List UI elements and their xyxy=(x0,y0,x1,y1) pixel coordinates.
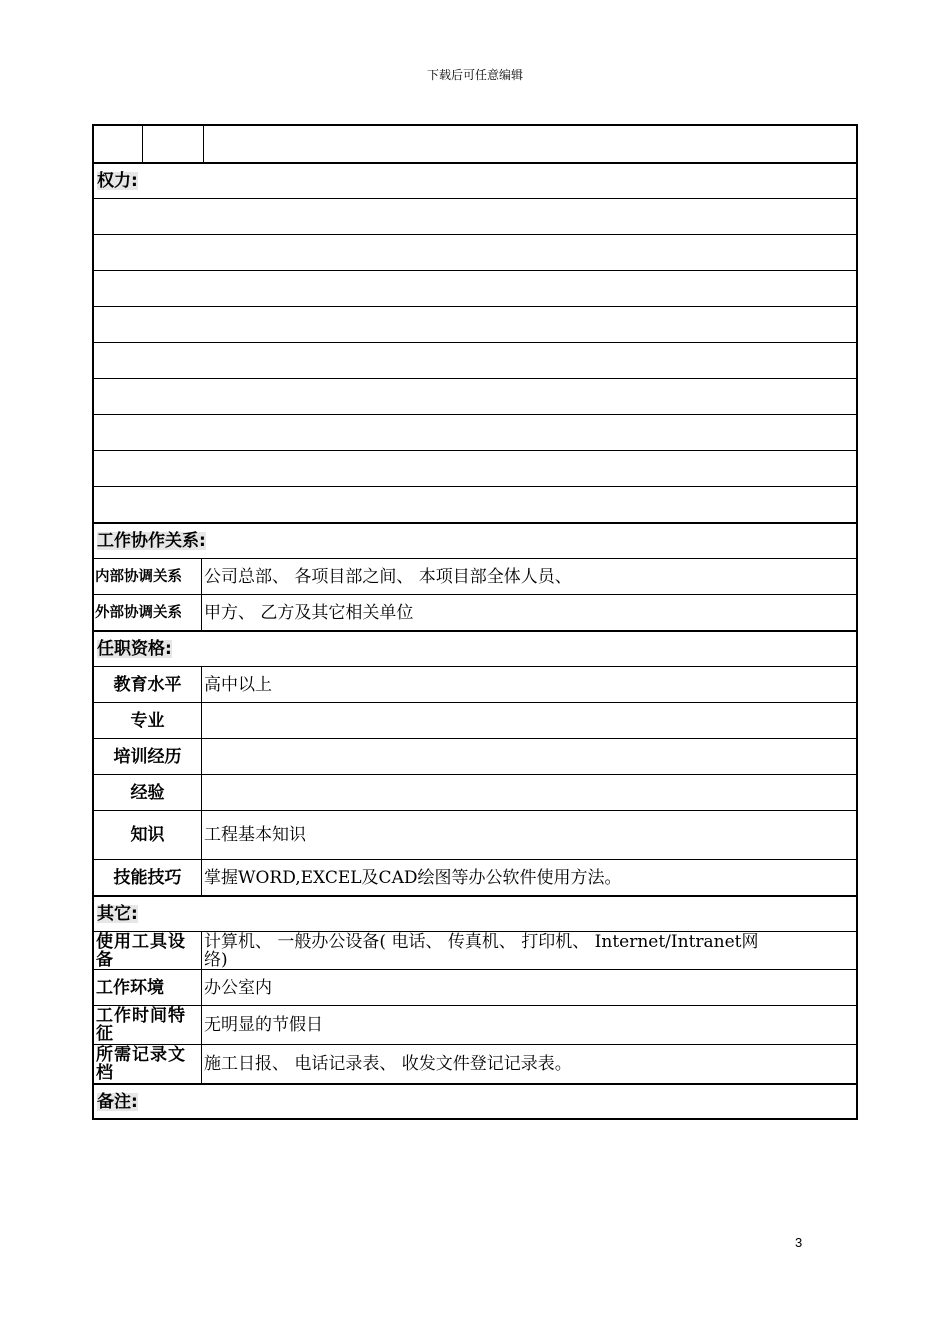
authority-title: 权力: xyxy=(97,171,138,191)
job-description-form xyxy=(92,124,858,1120)
authority-blank-row xyxy=(94,342,856,378)
records-label-line1: 所需记录文 xyxy=(96,1045,186,1065)
experience-value xyxy=(202,775,856,810)
tools-row xyxy=(94,931,856,969)
authority-header-row xyxy=(94,162,856,198)
stub-cell-1 xyxy=(94,126,143,162)
stub-cell-3 xyxy=(204,126,856,162)
education-label: 教育水平 xyxy=(94,667,202,702)
internal-coordination-label: 内部协调关系 xyxy=(94,559,202,594)
records-value: 施工日报、 电话记录表、 收发文件登记记录表。 xyxy=(204,1054,572,1074)
qualifications-title: 任职资格: xyxy=(97,639,172,659)
education-value: 高中以上 xyxy=(204,674,272,695)
authority-blank-row xyxy=(94,270,856,306)
remarks-row xyxy=(94,1083,856,1118)
authority-blank-row xyxy=(94,234,856,270)
qualifications-header-row xyxy=(94,630,856,666)
page-number: 3 xyxy=(795,1235,803,1250)
training-row xyxy=(94,738,856,774)
major-row xyxy=(94,702,856,738)
knowledge-value: 工程基本知识 xyxy=(204,825,306,845)
tools-value-line2: 络) xyxy=(204,949,228,970)
major-value xyxy=(202,703,856,738)
remarks-title: 备注: xyxy=(97,1091,138,1112)
header-note: 下载后可任意编辑 xyxy=(426,68,523,82)
work-time-value: 无明显的节假日 xyxy=(204,1015,323,1035)
top-stub-row xyxy=(94,126,856,162)
skills-row xyxy=(94,859,856,895)
major-label: 专业 xyxy=(94,703,202,738)
knowledge-row xyxy=(94,810,856,859)
tools-value xyxy=(202,932,856,969)
authority-blank-row xyxy=(94,450,856,486)
skills-label: 技能技巧 xyxy=(94,860,202,895)
experience-label: 经验 xyxy=(94,775,202,810)
collaboration-header-row xyxy=(94,522,856,558)
knowledge-label: 知识 xyxy=(94,811,202,859)
external-coordination-row xyxy=(94,594,856,630)
environment-row xyxy=(94,969,856,1005)
records-label-line2: 档 xyxy=(96,1063,114,1083)
work-time-label xyxy=(94,1006,202,1044)
authority-blank-row xyxy=(94,198,856,234)
authority-blank-row xyxy=(94,414,856,450)
training-label: 培训经历 xyxy=(94,739,202,774)
work-time-row xyxy=(94,1005,856,1044)
records-label xyxy=(94,1045,202,1083)
stub-cell-2 xyxy=(143,126,204,162)
external-coordination-value: 甲方、 乙方及其它相关单位 xyxy=(204,602,414,623)
environment-value: 办公室内 xyxy=(204,977,272,998)
experience-row xyxy=(94,774,856,810)
tools-label-line2: 备 xyxy=(96,949,114,970)
tools-label-line1: 使用工具设 xyxy=(96,931,186,952)
skills-value: 掌握WORD,EXCEL及CAD绘图等办公软件使用方法。 xyxy=(204,867,622,888)
other-header-row xyxy=(94,895,856,931)
training-value xyxy=(202,739,856,774)
authority-blank-row xyxy=(94,306,856,342)
tools-value-line1: 计算机、 一般办公设备( 电话、 传真机、 打印机、 Internet/Intranet网 xyxy=(204,931,759,952)
records-row xyxy=(94,1044,856,1083)
internal-coordination-value: 公司总部、 各项目部之间、 本项目部全体人员、 xyxy=(204,566,572,587)
authority-blank-row xyxy=(94,486,856,522)
authority-blank-row xyxy=(94,378,856,414)
work-time-label-line1: 工作时间特 xyxy=(96,1006,186,1026)
external-coordination-label: 外部协调关系 xyxy=(94,595,202,630)
internal-coordination-row xyxy=(94,558,856,594)
education-row xyxy=(94,666,856,702)
work-time-label-line2: 征 xyxy=(96,1024,114,1044)
collaboration-title: 工作协作关系: xyxy=(97,531,206,551)
tools-label xyxy=(94,932,202,969)
environment-label: 工作环境 xyxy=(94,970,202,1005)
other-title: 其它: xyxy=(97,904,138,924)
